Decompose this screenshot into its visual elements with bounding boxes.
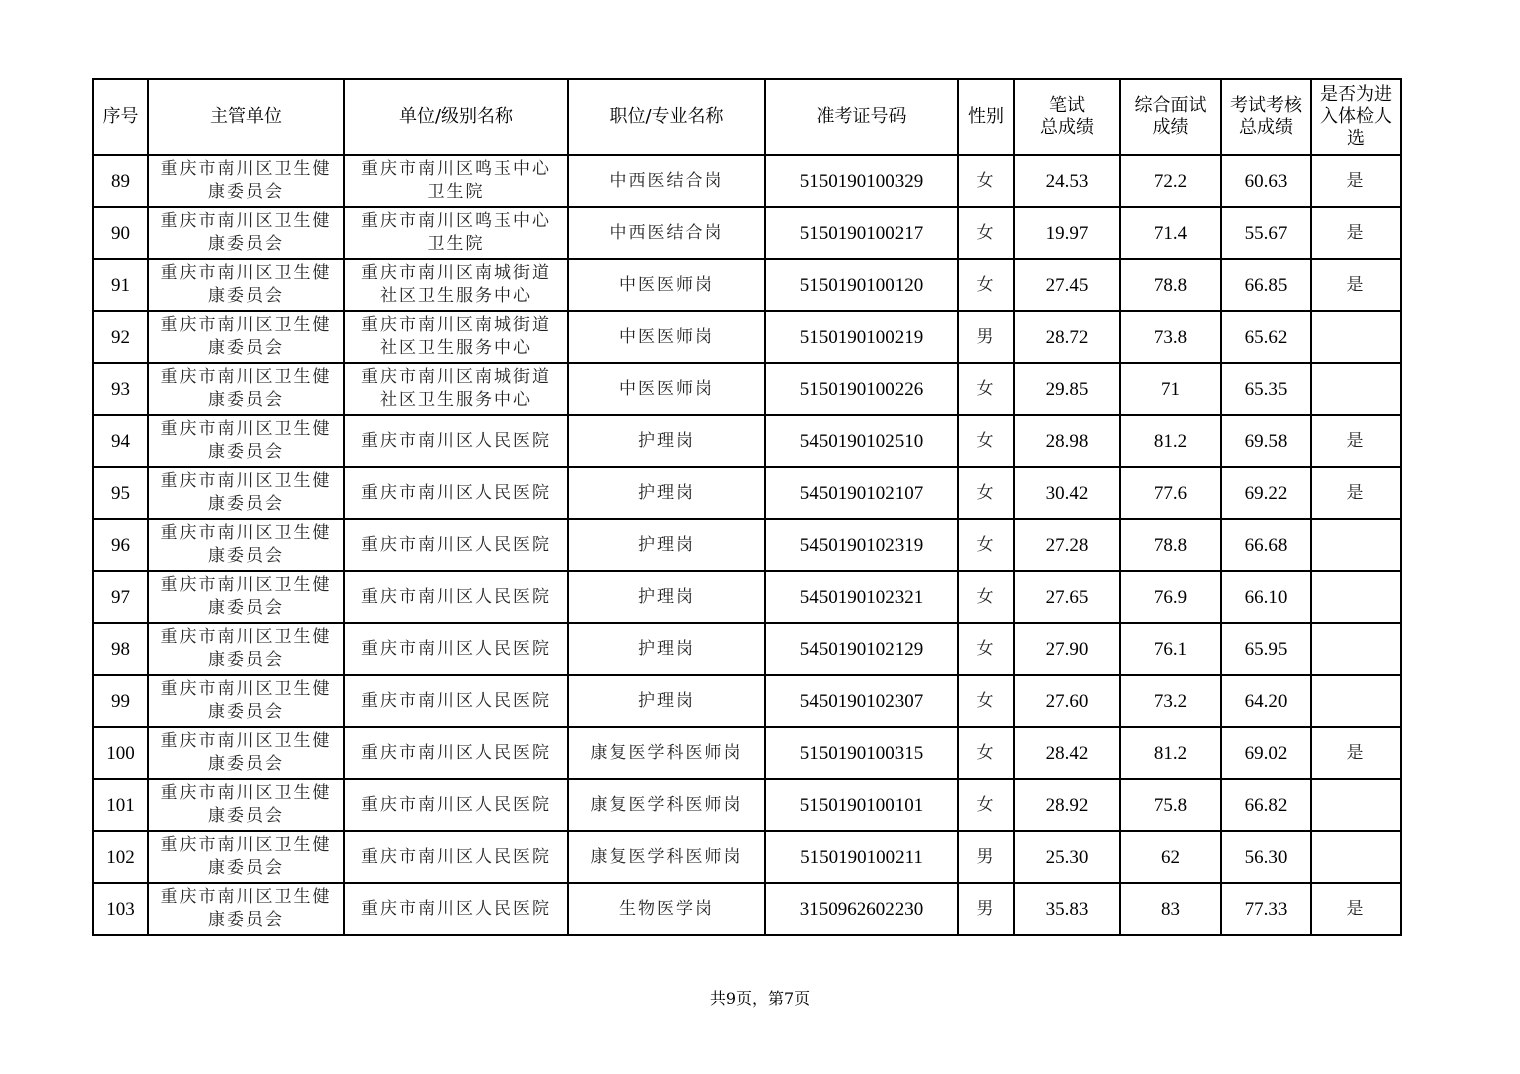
cell-written: 27.45 [1014,259,1120,311]
cell-ticket: 5150190100211 [765,831,958,883]
cell-position: 护理岗 [568,467,765,519]
header-interview [1120,79,1221,155]
cell-unit-line2: 社区卫生服务中心 [380,338,532,358]
table-row [93,831,1401,883]
cell-dept-line1: 重庆市南川区卫生健 [160,783,332,803]
cell-dept-line2: 康委员会 [208,546,284,566]
cell-position: 中西医结合岗 [568,155,765,207]
cell-exam: 是 [1311,467,1401,519]
cell-written: 24.53 [1014,155,1120,207]
header-exam-line2: 入体检人 [1320,106,1392,127]
cell-unit-line2: 卫生院 [427,182,485,202]
table-row [93,675,1401,727]
cell-seq: 103 [93,883,148,935]
cell-exam: 是 [1311,207,1401,259]
cell-dept-line2: 康委员会 [208,442,284,462]
cell-dept-line2: 康委员会 [208,234,284,254]
cell-gender: 男 [958,831,1014,883]
header-unit: 单位/级别名称 [344,79,568,155]
cell-unit-line1: 重庆市南川区人民医院 [361,430,551,451]
cell-ticket: 5150190100315 [765,727,958,779]
cell-interview: 73.8 [1120,311,1221,363]
cell-total: 77.33 [1221,883,1311,935]
cell-total: 65.35 [1221,363,1311,415]
cell-exam [1311,571,1401,623]
cell-unit [344,207,568,259]
cell-seq: 99 [93,675,148,727]
cell-dept [148,363,344,415]
cell-ticket: 5150190100219 [765,311,958,363]
cell-seq: 101 [93,779,148,831]
cell-gender: 男 [958,883,1014,935]
cell-seq: 100 [93,727,148,779]
table-row [93,311,1401,363]
table-row [93,727,1401,779]
cell-position: 护理岗 [568,571,765,623]
header-exam-line1: 是否为进 [1320,84,1392,105]
cell-unit-line1: 重庆市南川区人民医院 [361,794,551,815]
cell-exam: 是 [1311,883,1401,935]
cell-unit-line1: 重庆市南川区人民医院 [361,898,551,919]
cell-seq: 96 [93,519,148,571]
table-row [93,571,1401,623]
cell-unit [344,883,568,935]
header-written-line2: 总成绩 [1040,117,1094,138]
cell-ticket: 5450190102129 [765,623,958,675]
cell-ticket: 3150962602230 [765,883,958,935]
cell-exam: 是 [1311,415,1401,467]
cell-dept-line1: 重庆市南川区卫生健 [160,367,332,387]
header-interview-line2: 成绩 [1152,117,1189,138]
cell-unit [344,571,568,623]
table-row [93,155,1401,207]
header-gender: 性别 [958,79,1014,155]
cell-unit [344,831,568,883]
cell-unit-line1: 重庆市南川区南城街道 [361,367,551,387]
results-table [92,78,1402,936]
cell-unit [344,727,568,779]
cell-position: 护理岗 [568,415,765,467]
cell-dept-line2: 康委员会 [208,806,284,826]
table-row [93,415,1401,467]
cell-interview: 71.4 [1120,207,1221,259]
cell-gender: 女 [958,519,1014,571]
cell-unit [344,415,568,467]
cell-total: 66.85 [1221,259,1311,311]
header-dept: 主管单位 [148,79,344,155]
cell-seq: 92 [93,311,148,363]
table-body [93,155,1401,935]
table-row [93,779,1401,831]
cell-gender: 男 [958,311,1014,363]
cell-unit-line1: 重庆市南川区人民医院 [361,534,551,555]
cell-seq: 98 [93,623,148,675]
cell-unit [344,519,568,571]
cell-ticket: 5450190102319 [765,519,958,571]
header-row [93,79,1401,155]
cell-interview: 83 [1120,883,1221,935]
cell-dept-line2: 康委员会 [208,286,284,306]
cell-written: 28.92 [1014,779,1120,831]
cell-total: 69.22 [1221,467,1311,519]
cell-gender: 女 [958,207,1014,259]
cell-dept-line2: 康委员会 [208,702,284,722]
cell-gender: 女 [958,571,1014,623]
cell-dept-line1: 重庆市南川区卫生健 [160,679,332,699]
cell-position: 中医医师岗 [568,311,765,363]
cell-interview: 78.8 [1120,519,1221,571]
cell-ticket: 5150190100217 [765,207,958,259]
cell-gender: 女 [958,675,1014,727]
cell-interview: 76.1 [1120,623,1221,675]
cell-exam: 是 [1311,259,1401,311]
header-written-line1: 笔试 [1049,95,1085,116]
cell-ticket: 5450190102321 [765,571,958,623]
cell-position: 康复医学科医师岗 [568,779,765,831]
cell-gender: 女 [958,623,1014,675]
cell-position: 生物医学岗 [568,883,765,935]
cell-exam [1311,623,1401,675]
cell-dept [148,207,344,259]
cell-dept [148,415,344,467]
cell-dept [148,259,344,311]
cell-seq: 95 [93,467,148,519]
table-row [93,207,1401,259]
cell-total: 64.20 [1221,675,1311,727]
cell-dept [148,727,344,779]
header-total-line1: 考试考核 [1230,95,1302,116]
cell-gender: 女 [958,259,1014,311]
cell-unit-line2: 卫生院 [427,234,485,254]
cell-seq: 89 [93,155,148,207]
header-seq: 序号 [93,79,148,155]
cell-dept-line1: 重庆市南川区卫生健 [160,471,332,491]
cell-unit-line1: 重庆市南川区人民医院 [361,586,551,607]
cell-interview: 71 [1120,363,1221,415]
header-total-line2: 总成绩 [1239,117,1293,138]
cell-interview: 81.2 [1120,415,1221,467]
cell-dept-line1: 重庆市南川区卫生健 [160,263,332,283]
cell-written: 27.60 [1014,675,1120,727]
cell-ticket: 5150190100101 [765,779,958,831]
cell-interview: 78.8 [1120,259,1221,311]
cell-dept [148,623,344,675]
cell-dept-line2: 康委员会 [208,494,284,514]
cell-unit-line1: 重庆市南川区南城街道 [361,315,551,335]
cell-dept-line1: 重庆市南川区卫生健 [160,627,332,647]
cell-gender: 女 [958,415,1014,467]
cell-interview: 81.2 [1120,727,1221,779]
header-interview-line1: 综合面试 [1134,95,1207,116]
table-row [93,363,1401,415]
cell-dept [148,311,344,363]
cell-written: 28.72 [1014,311,1120,363]
cell-dept [148,155,344,207]
cell-total: 65.62 [1221,311,1311,363]
cell-unit [344,623,568,675]
header-total [1221,79,1311,155]
cell-exam: 是 [1311,155,1401,207]
cell-total: 69.58 [1221,415,1311,467]
cell-exam [1311,779,1401,831]
cell-dept [148,467,344,519]
page-footer: 共9页，第7页 [709,989,811,1008]
cell-dept-line1: 重庆市南川区卫生健 [160,159,332,179]
cell-total: 60.63 [1221,155,1311,207]
cell-position: 康复医学科医师岗 [568,727,765,779]
cell-interview: 77.6 [1120,467,1221,519]
table-row [93,519,1401,571]
cell-dept-line1: 重庆市南川区卫生健 [160,887,332,907]
cell-unit-line1: 重庆市南川区鸣玉中心 [361,211,551,231]
cell-dept-line2: 康委员会 [208,182,284,202]
cell-position: 护理岗 [568,675,765,727]
cell-dept [148,675,344,727]
cell-position: 康复医学科医师岗 [568,831,765,883]
cell-unit-line1: 重庆市南川区人民医院 [361,690,551,711]
cell-unit [344,779,568,831]
cell-interview: 73.2 [1120,675,1221,727]
cell-gender: 女 [958,727,1014,779]
cell-written: 28.42 [1014,727,1120,779]
cell-unit-line1: 重庆市南川区人民医院 [361,638,551,659]
cell-dept-line2: 康委员会 [208,338,284,358]
cell-position: 中西医结合岗 [568,207,765,259]
cell-written: 25.30 [1014,831,1120,883]
cell-position: 护理岗 [568,623,765,675]
cell-gender: 女 [958,363,1014,415]
cell-ticket: 5450190102107 [765,467,958,519]
cell-interview: 75.8 [1120,779,1221,831]
cell-total: 55.67 [1221,207,1311,259]
cell-unit-line1: 重庆市南川区南城街道 [361,263,551,283]
header-exam [1311,79,1401,155]
cell-unit-line1: 重庆市南川区鸣玉中心 [361,159,551,179]
cell-dept [148,883,344,935]
cell-exam [1311,831,1401,883]
cell-exam [1311,363,1401,415]
cell-dept-line1: 重庆市南川区卫生健 [160,523,332,543]
cell-dept-line2: 康委员会 [208,858,284,878]
cell-gender: 女 [958,779,1014,831]
cell-position: 中医医师岗 [568,259,765,311]
cell-dept-line1: 重庆市南川区卫生健 [160,731,332,751]
cell-unit-line2: 社区卫生服务中心 [380,390,532,410]
cell-ticket: 5150190100329 [765,155,958,207]
cell-total: 66.82 [1221,779,1311,831]
header-exam-line3: 选 [1347,128,1365,149]
table-row [93,883,1401,935]
header-ticket: 准考证号码 [765,79,958,155]
cell-written: 27.28 [1014,519,1120,571]
cell-unit [344,467,568,519]
cell-dept-line2: 康委员会 [208,390,284,410]
cell-dept-line2: 康委员会 [208,754,284,774]
cell-position: 中医医师岗 [568,363,765,415]
cell-dept [148,779,344,831]
cell-dept-line1: 重庆市南川区卫生健 [160,575,332,595]
cell-ticket: 5450190102307 [765,675,958,727]
cell-seq: 102 [93,831,148,883]
cell-ticket: 5150190100120 [765,259,958,311]
table-row [93,467,1401,519]
cell-gender: 女 [958,155,1014,207]
cell-unit [344,311,568,363]
cell-total: 69.02 [1221,727,1311,779]
cell-position: 护理岗 [568,519,765,571]
cell-written: 35.83 [1014,883,1120,935]
cell-written: 27.90 [1014,623,1120,675]
cell-dept-line1: 重庆市南川区卫生健 [160,211,332,231]
cell-dept-line1: 重庆市南川区卫生健 [160,835,332,855]
cell-unit-line1: 重庆市南川区人民医院 [361,742,551,763]
cell-exam: 是 [1311,727,1401,779]
cell-dept [148,519,344,571]
cell-seq: 97 [93,571,148,623]
cell-unit-line1: 重庆市南川区人民医院 [361,482,551,503]
cell-total: 66.10 [1221,571,1311,623]
cell-total: 56.30 [1221,831,1311,883]
cell-interview: 76.9 [1120,571,1221,623]
cell-dept-line2: 康委员会 [208,650,284,670]
cell-dept [148,831,344,883]
cell-exam [1311,311,1401,363]
cell-unit-line2: 社区卫生服务中心 [380,286,532,306]
cell-dept-line2: 康委员会 [208,598,284,618]
cell-total: 66.68 [1221,519,1311,571]
cell-written: 27.65 [1014,571,1120,623]
cell-seq: 94 [93,415,148,467]
cell-gender: 女 [958,467,1014,519]
cell-written: 29.85 [1014,363,1120,415]
cell-exam [1311,675,1401,727]
cell-written: 30.42 [1014,467,1120,519]
cell-written: 28.98 [1014,415,1120,467]
cell-dept-line1: 重庆市南川区卫生健 [160,315,332,335]
cell-written: 19.97 [1014,207,1120,259]
cell-interview: 62 [1120,831,1221,883]
table-row [93,259,1401,311]
cell-ticket: 5150190100226 [765,363,958,415]
cell-seq: 93 [93,363,148,415]
cell-exam [1311,519,1401,571]
cell-interview: 72.2 [1120,155,1221,207]
cell-unit [344,363,568,415]
table-row [93,623,1401,675]
cell-ticket: 5450190102510 [765,415,958,467]
cell-total: 65.95 [1221,623,1311,675]
cell-unit [344,675,568,727]
cell-dept-line2: 康委员会 [208,910,284,930]
cell-unit [344,155,568,207]
cell-unit [344,259,568,311]
cell-dept-line1: 重庆市南川区卫生健 [160,419,332,439]
cell-unit-line1: 重庆市南川区人民医院 [361,846,551,867]
header-position: 职位/专业名称 [568,79,765,155]
cell-seq: 90 [93,207,148,259]
cell-dept [148,571,344,623]
header-written [1014,79,1120,155]
cell-seq: 91 [93,259,148,311]
